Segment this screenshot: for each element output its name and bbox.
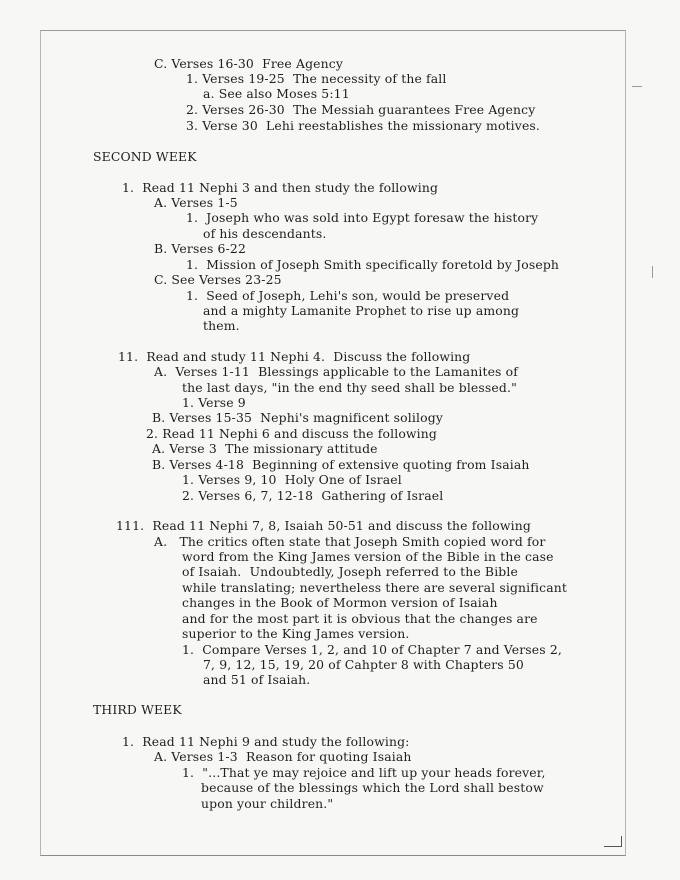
scan-mark bbox=[621, 836, 622, 847]
outline-line: 1. Seed of Joseph, Lehi's son, would be preserved bbox=[186, 288, 510, 303]
outline-line: 1. "...That ye may rejoice and lift up your heads forever, bbox=[182, 765, 546, 780]
outline-line: B. Verses 6-22 bbox=[154, 241, 246, 256]
outline-line: 2. Verses 26-30 The Messiah guarantees Free Agency bbox=[186, 102, 536, 117]
section-heading: SECOND WEEK bbox=[93, 149, 197, 164]
outline-line: changes in the Book of Mormon version of Isaiah bbox=[182, 595, 498, 610]
outline-line: of Isaiah. Undoubtedly, Joseph referred to the Bible bbox=[182, 564, 518, 579]
outline-line: them. bbox=[203, 318, 240, 333]
outline-line: and 51 of Isaiah. bbox=[203, 672, 311, 687]
outline-line: 7, 9, 12, 15, 19, 20 of Cahpter 8 with Chapters 50 bbox=[203, 657, 524, 672]
outline-line: A. Verses 1-5 bbox=[154, 195, 238, 210]
section-heading: THIRD WEEK bbox=[93, 702, 182, 717]
outline-line: 1. Read 11 Nephi 9 and study the following: bbox=[122, 734, 410, 749]
outline-line: 2. Read 11 Nephi 6 and discuss the following bbox=[146, 426, 438, 441]
outline-line: of his descendants. bbox=[203, 226, 327, 241]
outline-line: and a mighty Lamanite Prophet to rise up among bbox=[203, 303, 520, 318]
outline-line: B. Verses 15-35 Nephi's magnificent solilogy bbox=[152, 410, 443, 425]
outline-line: 111. Read 11 Nephi 7, 8, Isaiah 50-51 and discuss the following bbox=[116, 518, 531, 533]
outline-line: and for the most part it is obvious that the changes are bbox=[182, 611, 538, 626]
outline-line: 1. Verses 19-25 The necessity of the fall bbox=[186, 71, 447, 86]
outline-line: 3. Verse 30 Lehi reestablishes the missionary motives. bbox=[186, 118, 541, 133]
scan-mark bbox=[652, 266, 653, 278]
outline-line: 1. Compare Verses 1, 2, and 10 of Chapter 7 and Verses 2, bbox=[182, 642, 562, 657]
outline-line: the last days, "in the end thy seed shall be blessed." bbox=[182, 380, 517, 395]
outline-line: 1. Verses 9, 10 Holy One of Israel bbox=[182, 472, 402, 487]
outline-line: 1. Joseph who was sold into Egypt foresaw the history bbox=[186, 210, 539, 225]
outline-line: 2. Verses 6, 7, 12-18 Gathering of Israel bbox=[182, 488, 444, 503]
outline-line: B. Verses 4-18 Beginning of extensive quoting from Isaiah bbox=[152, 457, 530, 472]
outline-line: C. Verses 16-30 Free Agency bbox=[154, 56, 344, 71]
outline-line: while translating; nevertheless there are several significant bbox=[182, 580, 568, 595]
outline-line: A. Verses 1-11 Blessings applicable to the Lamanites of bbox=[154, 364, 518, 379]
outline-line: superior to the King James version. bbox=[182, 626, 410, 641]
outline-line: because of the blessings which the Lord shall bestow bbox=[201, 780, 544, 795]
outline-line: 11. Read and study 11 Nephi 4. Discuss the following bbox=[118, 349, 471, 364]
outline-line: A. Verses 1-3 Reason for quoting Isaiah bbox=[154, 749, 412, 764]
outline-line: 1. Verse 9 bbox=[182, 395, 246, 410]
outline-line: 1. Mission of Joseph Smith specifically foretold by Joseph bbox=[186, 257, 560, 272]
outline-line: 1. Read 11 Nephi 3 and then study the following bbox=[122, 180, 439, 195]
outline-line: a. See also Moses 5:11 bbox=[203, 86, 350, 101]
scan-mark bbox=[632, 86, 642, 87]
outline-line: word from the King James version of the Bible in the case bbox=[182, 549, 554, 564]
outline-line: upon your children." bbox=[201, 796, 334, 811]
outline-line: A. Verse 3 The missionary attitude bbox=[152, 441, 378, 456]
scan-mark bbox=[604, 846, 622, 847]
outline-line: A. The critics often state that Joseph Smith copied word for bbox=[154, 534, 546, 549]
outline-line: C. See Verses 23-25 bbox=[154, 272, 282, 287]
